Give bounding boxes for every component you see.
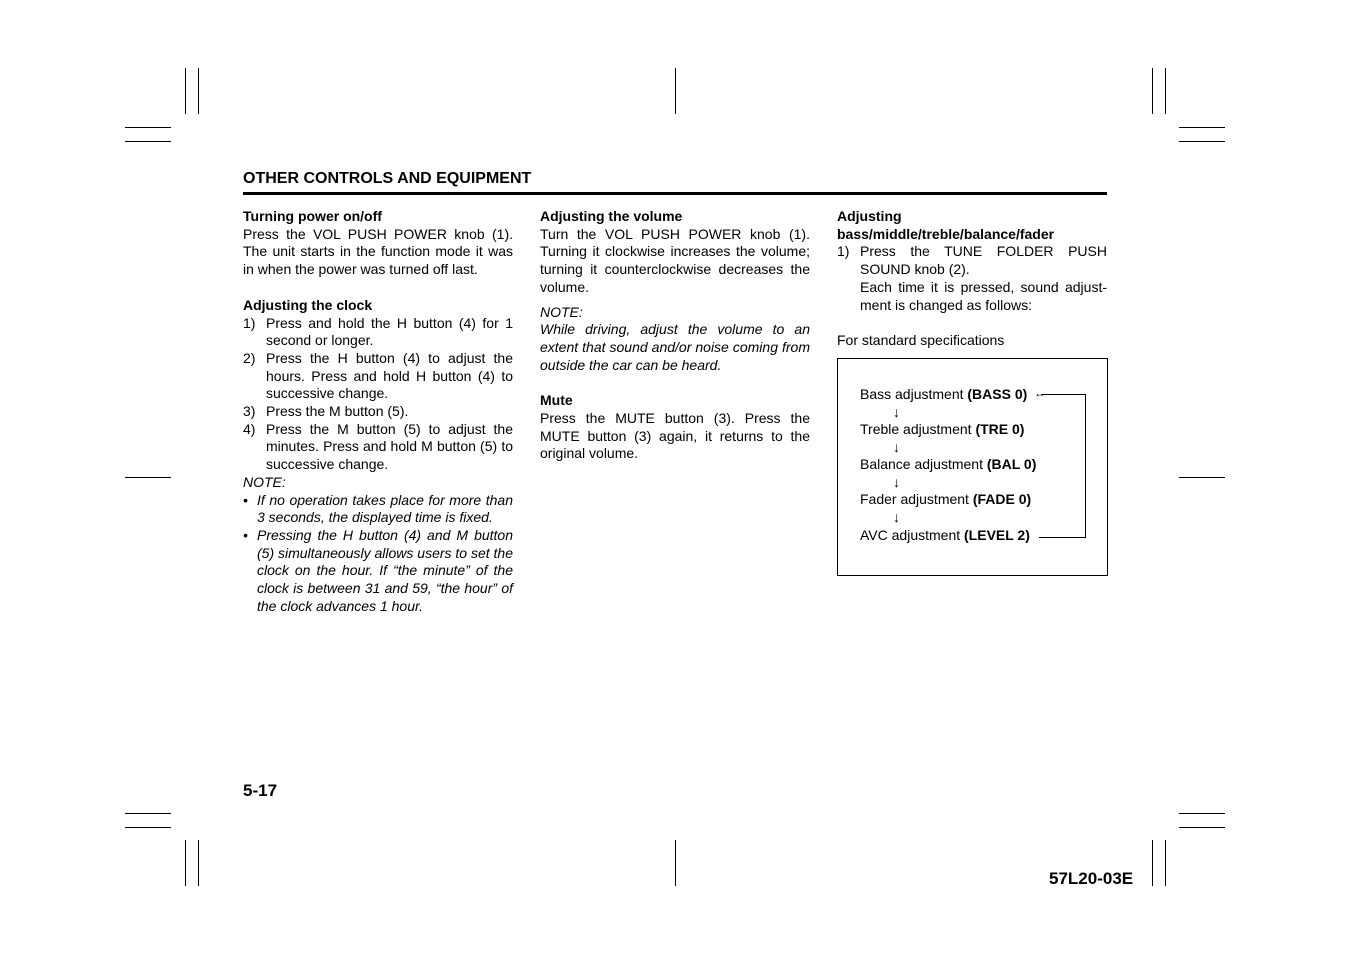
power-heading: Turning power on/off <box>243 208 382 224</box>
clock-step <box>243 403 513 421</box>
section-title: OTHER CONTROLS AND EQUIPMENT <box>243 170 532 187</box>
arrow-down-icon: ↓ <box>893 474 900 490</box>
volume-heading: Adjusting the volume <box>540 208 683 224</box>
crop-mark <box>198 68 199 114</box>
crop-mark <box>1165 68 1166 114</box>
crop-mark <box>185 840 186 886</box>
arrow-left-icon: ← <box>1034 386 1046 400</box>
crop-mark <box>1152 68 1153 114</box>
volume-note: While driving, adjust the volume to an extent that sound and/or noise coming from outside the car can be heard. <box>540 321 810 373</box>
sequence-item-bass <box>860 386 1027 402</box>
sequence-label: Bass adjustment <box>860 386 968 402</box>
crop-mark <box>125 813 171 814</box>
crop-mark <box>1179 127 1225 128</box>
crop-mark <box>125 127 171 128</box>
crop-mark <box>1179 477 1225 478</box>
sequence-label: Fader adjustment <box>860 491 973 507</box>
column-right <box>837 208 1107 350</box>
crop-mark <box>1179 813 1225 814</box>
note-text: Pressing the H button (4) and M button (5) simultaneously allows users to set the clock on the hour. If “the minute” of the clock is between 31 and 59, “the hour” of the clock advances 1 hour. <box>257 526 513 614</box>
step-text: Press the M button (5) to adjust the minutes. Press and hold M button (5) to successive change. <box>266 420 513 473</box>
crop-mark <box>1179 827 1225 828</box>
step-sub-text: Each time it is pressed, sound adjust-ment is changed as follows: <box>860 278 1107 313</box>
clock-step <box>243 315 513 350</box>
sound-step <box>837 243 1107 314</box>
step-text <box>860 243 1107 314</box>
crop-mark <box>198 840 199 886</box>
loop-line <box>1039 537 1086 538</box>
arrow-down-icon: ↓ <box>893 509 900 525</box>
sequence-item-treble <box>860 421 1024 437</box>
header-rule <box>243 192 1107 195</box>
document-code: 57L20-03E <box>1049 869 1134 888</box>
crop-mark <box>675 840 676 886</box>
crop-mark <box>125 827 171 828</box>
step-number: 3) <box>243 403 256 420</box>
sequence-label: Balance adjustment <box>860 456 987 472</box>
page-number: 5-17 <box>243 781 278 800</box>
crop-mark <box>185 68 186 114</box>
sequence-value: (LEVEL 2) <box>964 527 1030 543</box>
note-item <box>243 492 513 527</box>
mute-text: Press the MUTE button (3). Press the MUTE button (3) again, it returns to the original volume. <box>540 410 810 462</box>
mute-heading: Mute <box>540 392 573 409</box>
power-text: Press the VOL PUSH POWER knob (1). The unit starts in the function mode it was in when the power was turned off last. <box>243 225 513 278</box>
clock-step <box>243 421 513 474</box>
sequence-value: (BAL 0) <box>986 456 1037 472</box>
spec-label: For standard specifications <box>837 332 1005 349</box>
step-number: 4) <box>243 420 256 437</box>
note-label: NOTE: <box>243 473 286 490</box>
loop-line <box>1041 394 1086 395</box>
arrow-down-icon: ↓ <box>893 439 900 455</box>
sequence-value: (FADE 0) <box>972 491 1032 507</box>
crop-mark <box>675 68 676 114</box>
step-number: 1) <box>837 243 850 260</box>
arrow-down-icon: ↓ <box>893 404 900 420</box>
column-left <box>243 208 513 615</box>
step-number: 1) <box>243 314 256 331</box>
step-text: Press the H button (4) to adjust the hours. Press and hold H button (4) to successive change. <box>266 349 513 402</box>
crop-mark <box>1152 840 1153 886</box>
loop-line <box>1085 394 1086 537</box>
crop-mark <box>1165 840 1166 886</box>
bullet: • <box>243 526 248 543</box>
step-main-text: Press the TUNE FOLDER PUSH SOUND knob (2). <box>860 243 1107 278</box>
step-text: Press and hold the H button (4) for 1 second or longer. <box>266 314 513 349</box>
note-label: NOTE: <box>540 303 583 320</box>
crop-mark <box>125 141 171 142</box>
bullet: • <box>243 491 248 508</box>
step-text: Press the M button (5). <box>266 403 409 420</box>
volume-text: Turn the VOL PUSH POWER knob (1). Turning it clockwise increases the volume; turning it counterclockwise decreases the volume. <box>540 225 810 295</box>
crop-mark <box>1179 141 1225 142</box>
crop-mark <box>125 477 171 478</box>
clock-heading: Adjusting the clock <box>243 296 373 313</box>
sequence-label: Treble adjustment <box>860 421 976 437</box>
sequence-label: AVC adjustment <box>860 527 965 543</box>
sequence-value: (BASS 0) <box>967 386 1028 402</box>
column-middle <box>540 208 810 463</box>
note-item <box>243 527 513 616</box>
sequence-item-balance <box>860 456 1036 472</box>
sequence-value: (TRE 0) <box>975 421 1025 437</box>
clock-step <box>243 350 513 403</box>
sound-heading: Adjusting bass/middle/treble/balance/fader <box>837 208 1055 242</box>
step-number: 2) <box>243 349 256 366</box>
sequence-item-avc <box>860 527 1030 543</box>
sequence-item-fader <box>860 491 1031 507</box>
note-text: If no operation takes place for more than 3 seconds, the displayed time is fixed. <box>257 491 513 526</box>
